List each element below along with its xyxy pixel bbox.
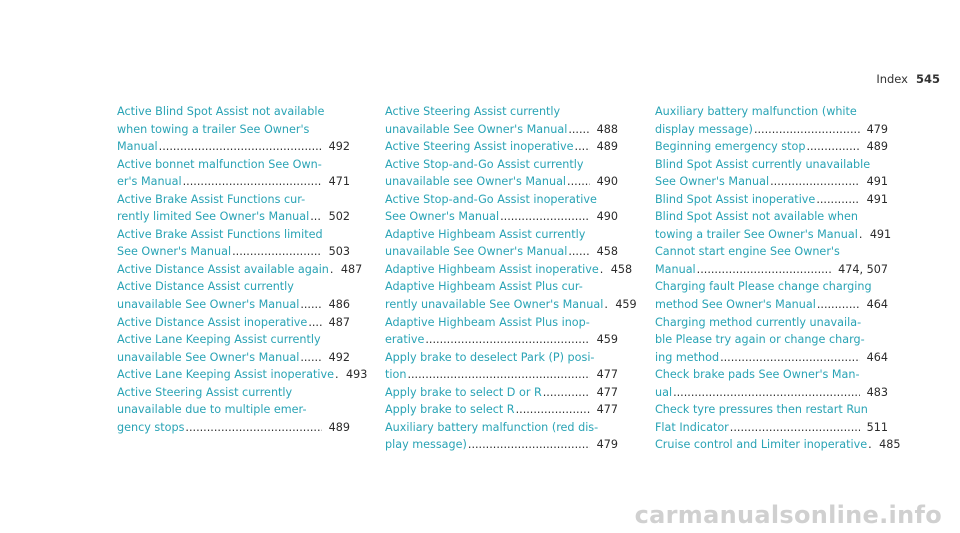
index-entry-text[interactable]: Blind Spot Assist currently unavailable <box>655 157 871 171</box>
index-entry-last-line <box>655 191 888 209</box>
page-number: 545 <box>915 72 940 86</box>
dot-leader <box>567 173 590 191</box>
index-entry-text[interactable]: er's Manual <box>117 175 182 189</box>
dot-leader <box>468 436 590 454</box>
index-entry-text[interactable]: tion <box>385 368 407 382</box>
index-entry-last-line <box>385 173 618 191</box>
index-entry-text[interactable]: Blind Spot Assist not available when <box>655 210 858 224</box>
index-entry[interactable] <box>385 401 618 419</box>
index-entry-text[interactable]: Apply brake to select D or R <box>385 385 542 399</box>
index-entry-text[interactable]: Auxiliary battery malfunction (white <box>655 105 857 118</box>
index-entry[interactable] <box>117 384 350 437</box>
index-entry-text[interactable]: unavailable See Owner's Manual <box>117 350 300 364</box>
index-entry[interactable] <box>385 384 618 402</box>
index-entry-text[interactable]: Active Lane Keeping Assist inoperative <box>117 368 334 382</box>
page-reference[interactable]: 459 <box>615 298 637 312</box>
dot-leader <box>806 138 859 156</box>
index-entry-text[interactable]: Active Brake Assist Functions limited <box>117 227 323 241</box>
index-entry[interactable] <box>385 419 618 454</box>
page-reference[interactable]: 492 <box>328 140 350 154</box>
index-column-3 <box>655 103 901 454</box>
index-entry-last-line <box>655 384 888 402</box>
dot-leader <box>407 366 589 384</box>
index-entry[interactable] <box>385 349 618 384</box>
index-entry-text[interactable]: Adaptive Highbeam Assist Plus inop- <box>385 315 590 329</box>
index-entry-last-line <box>385 401 618 419</box>
page-reference[interactable]: 487 <box>340 262 363 276</box>
index-entry-text[interactable]: gency stops <box>117 420 185 434</box>
dot-leader <box>568 243 589 261</box>
dot-leader <box>697 261 832 279</box>
page-reference[interactable]: 490 <box>596 210 618 224</box>
index-entry-text[interactable]: Adaptive Highbeam Assist currently <box>385 227 586 241</box>
section-label: Index <box>876 72 908 86</box>
index-entry[interactable] <box>385 226 618 261</box>
index-entry-text[interactable]: Cannot start engine See Owner's <box>655 245 840 259</box>
index-entry-text[interactable]: Apply brake to deselect Park (P) posi- <box>385 350 595 364</box>
index-entry-last-line <box>117 173 350 191</box>
page-reference[interactable]: 479 <box>866 122 888 136</box>
index-entry-last-line <box>655 296 888 314</box>
page-reference[interactable]: 492 <box>328 350 350 364</box>
index-entry-text[interactable]: unavailable See Owner's Manual <box>385 245 568 259</box>
index-entry-last-line <box>655 436 901 454</box>
dot-leader <box>185 419 321 437</box>
index-entry-text[interactable]: Active Distance Assist currently <box>117 280 294 294</box>
index-entry-text[interactable]: ble Please try again or change charg- <box>655 333 865 347</box>
index-entry-last-line <box>117 208 350 226</box>
dot-leader <box>516 401 590 419</box>
index-entry-text[interactable]: Active Stop-and-Go Assist inoperative <box>385 192 597 206</box>
index-entry-last-line <box>655 138 888 156</box>
page-reference[interactable]: 459 <box>596 333 618 347</box>
page-reference[interactable]: 502 <box>328 210 350 224</box>
index-entry-last-line <box>655 173 888 191</box>
index-entry-last-line <box>655 226 892 244</box>
index-entry-last-line <box>385 261 633 279</box>
index-entry[interactable] <box>117 314 350 332</box>
page-reference[interactable]: 487 <box>328 315 350 329</box>
index-entry-text[interactable]: Beginning emergency stop <box>655 140 806 154</box>
dot-leader <box>568 121 589 139</box>
index-entry-last-line <box>117 243 350 261</box>
page-reference[interactable]: 491 <box>869 227 892 241</box>
index-entry-text[interactable]: See Owner's Manual <box>385 210 500 224</box>
index-entry-text[interactable]: Apply brake to select R <box>385 403 515 417</box>
index-entry[interactable] <box>655 401 888 436</box>
index-entry[interactable] <box>117 103 350 156</box>
index-entry-text[interactable]: unavailable See Owner's Manual <box>385 122 568 136</box>
index-entry[interactable] <box>655 191 888 209</box>
index-entry-last-line <box>655 349 888 367</box>
index-entry-text[interactable]: Auxiliary battery malfunction (red dis- <box>385 420 599 434</box>
index-entry-last-line <box>385 243 618 261</box>
dot-leader <box>300 349 321 367</box>
dot-leader <box>816 191 859 209</box>
index-entry-last-line <box>655 419 888 437</box>
page-reference[interactable]: 479 <box>596 438 618 452</box>
index-entry[interactable] <box>655 366 888 401</box>
index-entry-last-line <box>117 366 368 384</box>
index-entry[interactable] <box>117 156 350 191</box>
index-entry-text[interactable]: Active Steering Assist inoperative <box>385 140 574 154</box>
page-header <box>876 72 940 86</box>
index-entry[interactable] <box>655 138 888 156</box>
index-column-1 <box>117 103 368 436</box>
index-entry[interactable] <box>117 191 350 226</box>
page-reference[interactable]: 483 <box>866 385 888 399</box>
index-entry-text[interactable]: Active Brake Assist Functions cur- <box>117 192 306 206</box>
dot-leader <box>232 243 322 261</box>
dot-leader <box>673 384 860 402</box>
index-entry-text[interactable]: Check brake pads See Owner's Man- <box>655 368 860 382</box>
dot-leader <box>159 138 322 156</box>
page-reference[interactable]: 488 <box>596 122 618 136</box>
index-entry-last-line <box>385 384 618 402</box>
page-reference[interactable]: 485 <box>879 438 901 452</box>
index-entry-text[interactable]: erative <box>385 333 425 347</box>
index-entry-text[interactable]: Manual <box>117 140 158 154</box>
index-entry-text[interactable]: rently limited See Owner's Manual <box>117 210 310 224</box>
index-entry[interactable] <box>655 436 901 454</box>
index-entry-text[interactable]: method See Owner's Manual <box>655 298 816 312</box>
dot-leader <box>543 384 590 402</box>
page-reference[interactable]: 489 <box>596 140 618 154</box>
index-entry-last-line <box>117 296 350 314</box>
index-entry-last-line <box>655 121 888 139</box>
index-entry-text[interactable]: Check tyre pressures then restart Run <box>655 403 868 417</box>
dot-leader <box>770 173 860 191</box>
index-entry-text[interactable]: display message) <box>655 122 753 136</box>
page-reference[interactable]: 477 <box>596 368 618 382</box>
index-entry-text[interactable]: ual <box>655 385 673 399</box>
index-entry[interactable] <box>385 156 618 191</box>
dot-leader <box>868 436 872 454</box>
index-entry-text[interactable]: unavailable See Owner's Manual <box>117 298 300 312</box>
dot-leader <box>575 138 590 156</box>
page-reference[interactable]: 491 <box>866 175 888 189</box>
index-entry-last-line <box>385 436 618 454</box>
dot-leader <box>335 366 339 384</box>
index-entry-text[interactable]: See Owner's Manual <box>655 175 770 189</box>
dot-leader <box>330 261 334 279</box>
dot-leader <box>183 173 322 191</box>
index-entry[interactable] <box>385 278 637 313</box>
index-entry[interactable] <box>385 103 618 138</box>
dot-leader <box>604 296 608 314</box>
index-entry-text[interactable]: Active Blind Spot Assist not available <box>117 105 325 118</box>
index-entry-text[interactable]: Charging method currently unavaila- <box>655 315 862 329</box>
index-entry[interactable] <box>117 226 350 261</box>
index-entry-text[interactable]: unavailable see Owner's Manual <box>385 175 567 189</box>
index-entry[interactable] <box>385 138 618 156</box>
dot-leader <box>754 121 860 139</box>
index-entry-last-line <box>117 419 350 437</box>
index-entry[interactable] <box>655 208 892 243</box>
index-entry-last-line <box>655 261 888 279</box>
index-entry-text[interactable]: Active Lane Keeping Assist currently <box>117 333 321 347</box>
index-entry-last-line <box>385 366 618 384</box>
page-reference[interactable]: 511 <box>866 420 888 434</box>
index-entry-text[interactable]: Blind Spot Assist inoperative <box>655 192 816 206</box>
dot-leader <box>817 296 860 314</box>
index-entry-text[interactable]: Charging fault Please change charging <box>655 280 872 294</box>
index-entry-text[interactable]: play message) <box>385 438 467 452</box>
index-entry-last-line <box>117 138 350 156</box>
index-entry-text[interactable]: ing method <box>655 350 720 364</box>
index-entry-text[interactable]: Adaptive Highbeam Assist inoperative <box>385 262 599 276</box>
index-entry-text[interactable]: Manual <box>655 262 696 276</box>
index-entry-last-line <box>117 349 350 367</box>
index-entry-text[interactable]: Active Distance Assist inoperative <box>117 315 308 329</box>
page-reference[interactable]: 491 <box>866 192 888 206</box>
dot-leader <box>730 419 860 437</box>
page-reference[interactable]: 464 <box>866 298 888 312</box>
page-reference[interactable]: 464 <box>866 350 888 364</box>
dot-leader <box>600 261 604 279</box>
dot-leader <box>859 226 863 244</box>
page-reference[interactable]: 489 <box>328 420 350 434</box>
dot-leader <box>425 331 589 349</box>
page-reference[interactable]: 477 <box>596 403 618 417</box>
index-entry[interactable] <box>655 103 888 138</box>
index-entry[interactable] <box>117 278 350 313</box>
page-reference[interactable]: 503 <box>328 245 350 259</box>
index-entry-text[interactable]: Flat Indicator <box>655 420 729 434</box>
page-reference[interactable]: 489 <box>866 140 888 154</box>
index-entry[interactable] <box>117 331 350 366</box>
index-entry-last-line <box>385 138 618 156</box>
dot-leader <box>500 208 590 226</box>
index-entry-text[interactable]: Active Steering Assist currently <box>117 385 293 399</box>
index-entry-last-line <box>385 296 637 314</box>
dot-leader <box>308 314 321 332</box>
index-entry-text[interactable]: when towing a trailer See Owner's <box>117 122 310 136</box>
index-entry-last-line <box>385 208 618 226</box>
index-entry-text[interactable]: Active bonnet malfunction See Own- <box>117 157 322 171</box>
index-entry-text[interactable]: Adaptive Highbeam Assist Plus cur- <box>385 280 583 294</box>
index-entry-text[interactable]: Cruise control and Limiter inoperative <box>655 438 868 452</box>
page-reference[interactable]: 458 <box>610 262 633 276</box>
page-reference[interactable]: 486 <box>328 298 350 312</box>
index-entry[interactable] <box>655 156 888 191</box>
index-entry-text[interactable]: towing a trailer See Owner's Manual <box>655 227 858 241</box>
index-entry[interactable] <box>117 261 363 279</box>
index-entry-text[interactable]: See Owner's Manual <box>117 245 232 259</box>
page-reference[interactable]: 471 <box>328 175 350 189</box>
index-entry[interactable] <box>385 261 633 279</box>
index-entry-text[interactable]: Active Stop-and-Go Assist currently <box>385 157 584 171</box>
index-entry-text[interactable]: unavailable due to multiple emer- <box>117 403 307 417</box>
index-entry-text[interactable]: rently unavailable See Owner's Manual <box>385 298 604 312</box>
page-reference[interactable]: 493 <box>345 368 368 382</box>
page-reference[interactable]: 458 <box>596 245 618 259</box>
dot-leader <box>310 208 321 226</box>
page-reference[interactable]: 477 <box>596 385 618 399</box>
index-entry-text[interactable]: Active Steering Assist currently <box>385 105 561 118</box>
index-entry[interactable] <box>385 191 618 226</box>
index-column-2 <box>385 103 637 454</box>
index-entry-last-line <box>385 331 618 349</box>
index-entry[interactable] <box>385 314 618 349</box>
index-entry-text[interactable]: Active Distance Assist available again <box>117 262 329 276</box>
index-entry[interactable] <box>655 243 888 278</box>
index-entry[interactable] <box>655 278 888 313</box>
index-entry-last-line <box>385 121 618 139</box>
dot-leader <box>300 296 321 314</box>
dot-leader <box>720 349 860 367</box>
page-reference[interactable]: 490 <box>596 175 618 189</box>
watermark: carmanualsonline.info <box>634 501 942 529</box>
page-reference[interactable]: 474, 507 <box>838 262 888 276</box>
index-entry-last-line <box>117 314 350 332</box>
index-entry[interactable] <box>117 366 368 384</box>
index-entry[interactable] <box>655 314 888 367</box>
index-entry-last-line <box>117 261 363 279</box>
